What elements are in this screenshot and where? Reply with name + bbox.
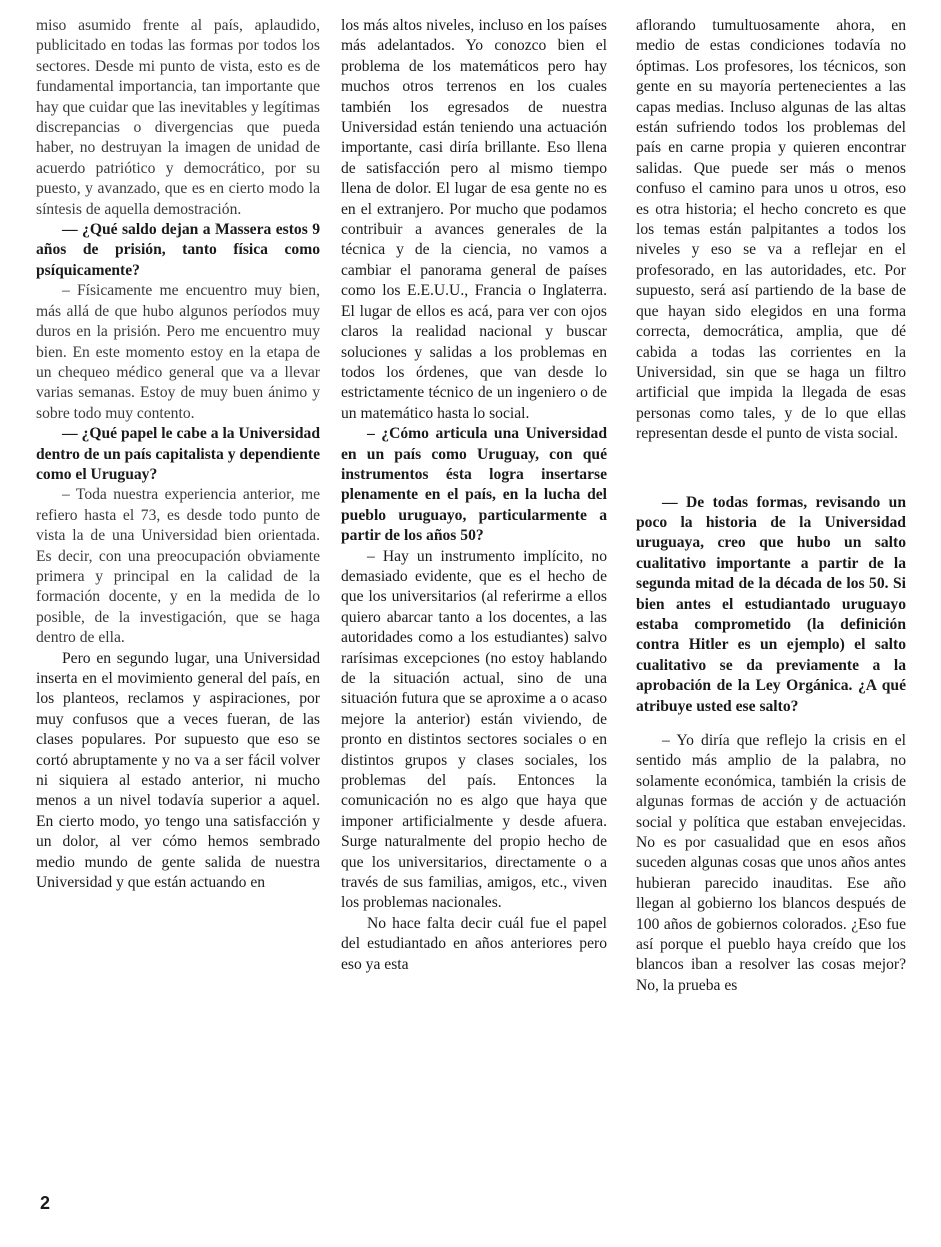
paragraph: – Toda nuestra experiencia anterior, me refiero hasta el 73, es desde todo punto de vista la de una Universidad bien orientada. Es decir, con una preocupación obviamente primera y principal en la calidad de la formación docente, y en la medida de lo posible, de la investigación, que se haga dentro de ella. bbox=[36, 486, 320, 647]
column-spacer bbox=[636, 717, 906, 731]
question-paragraph: – ¿Cómo articula una Universidad en un país como Uruguay, con qué instrumentos ésta logra insertarse plenamente en el país, en la lucha del pueblo uruguayo, particularmente a partir de los años 50? bbox=[341, 425, 607, 545]
paragraph: miso asumido frente al país, aplaudido, publicitado en todas las formas por todos los sectores. Desde mi punto de vista, esto es de fundamental importancia, tan importante que hay que cuidar que las inevitables y legítimas discrepancias o divergencias que pueda haber, no destruyan la imagen de unidad de acuerdo patriótico y democrático, por su puesto, y avanzado, que es en cierto modo la síntesis de aquella demostración. bbox=[36, 17, 320, 218]
paragraph: Pero en segundo lugar, una Universidad inserta en el movimiento general del país, en los planteos, reclamos y aspiraciones, por muy confusos que a veces fueran, de las clases populares. Por supuesto que eso se cortó abruptamente y no va a ser fácil volver ni siquiera al estado anterior, ni mucho menos a un nivel todavía superior a aquel. En cierto modo, yo tengo una satisfacción y un dolor, al ver cómo hemos sembrado medio mundo de gente salida de nuestra Universidad y que están actuando en bbox=[36, 649, 320, 892]
text-column-1 bbox=[36, 16, 320, 893]
paragraph: No hace falta decir cuál fue el papel del estudiantado en años anteriores pero eso ya esta bbox=[341, 914, 607, 973]
paragraph: aflorando tumultuosamente ahora, en medio de estas condiciones todavía no óptimas. Los profesores, los técnicos, son gente en su mayoría pertenecientes a las capas medias. Incluso algunas de las altas están sufriendo todos los problemas del país en carne propia y quieren encontrar salidas. Que puede ser más o menos confuso el camino para unos u otros, eso es otra historia; el hecho concreto es que los temas están palpitantes a todos los niveles y eso se va a reflejar en el profesorado, en las autoridades, etc. Por supuesto, será así partiendo de la base de que hayan sido elegidos en una forma correcta, democrática, amplia, que dé cabida a todas las corrientes en la Universidad, sin que se haga un filtro artificial que impida la llegada de esas personas como tales, y de lo que ellas representan desde el punto de vista social. bbox=[636, 17, 906, 443]
question-paragraph: — ¿Qué papel le cabe a la Universidad dentro de un país capitalista y dependiente como el Uruguay? bbox=[36, 425, 320, 483]
text-column-3 bbox=[636, 16, 906, 996]
paragraph: – Yo diría que reflejo la crisis en el sentido más amplio de la palabra, no solamente económica, también la crisis de algunas formas de acción y de actuación social y política que estaban envejecidas. No es por casualidad que en esos años suceden algunas cosas que unos años antes hubieran parecido inauditas. Ese año llegan al gobierno los blancos después de 100 años de gobiernos colorados. ¿Eso fue así porque el pueblo haya creído que los blancos iban a resolver las cosas mejor? No, la prueba es bbox=[636, 732, 906, 994]
paragraph: – Hay un instrumento implícito, no demasiado evidente, que es el hecho de que los universitarios (al referirme a ellos quiero abarcar tanto a los docentes, a las autoridades como a los estudiantes) salvo rarísimas excepciones (no estoy hablando de la situación actual, sino de una situación futura que se aproxime a o acaso mejore la anterior) están viviendo, de pronto en distintos sectores sociales o en distintos grupos y clases sociales, los problemas del país. Entonces la comunicación no es algo que haya que imponer artificialmente y desde afuera. Surge naturalmente del propio hecho de que los universitarios, directamente o a través de sus familias, amigos, etc., viven los problemas nacionales. bbox=[341, 547, 607, 912]
question-paragraph: — ¿Qué saldo dejan a Massera estos 9 años de prisión, tanto física como psíquicamente? bbox=[36, 221, 320, 279]
question-paragraph: — De todas formas, revisando un poco la historia de la Universidad uruguaya, creo que hubo un salto cualitativo importante a partir de la segunda mitad de la década de los 50. Si bien antes el estudiantado uruguayo estaba comprometido (la definición contra Hitler es un ejemplo) el salto cualitativo se da previamente a la aprobación de la Ley Orgánica. ¿A qué atribuye usted ese salto? bbox=[636, 493, 906, 715]
text-column-2 bbox=[341, 16, 607, 975]
column-spacer bbox=[636, 445, 906, 493]
paragraph: – Físicamente me encuentro muy bien, más allá de que hubo algunos períodos muy duros en la prisión. Pero me encuentro muy bien. En este momento estoy en la etapa de un chequeo médico general que va a llevar varias semanas. Estoy de muy buen ánimo y sobre todo muy contento. bbox=[36, 282, 320, 422]
page-number: 2 bbox=[40, 1193, 51, 1213]
paragraph: los más altos niveles, incluso en los países más adelantados. Yo conozco bien el problema de los matemáticos pero hay muchos otros terrenos en los cuales también los egresados de nuestra Universidad están teniendo una actuación importante, casi diría brillante. Eso llena de satisfacción pero al mismo tiempo llena de dolor. El lugar de esa gente no es en el extranjero. Por mucho que podamos contribuir a avances generales de la técnica y de la ciencia, no vamos a cambiar el panorama general de países como los E.E.U.U., Francia o Inglaterra. El lugar de ellos es acá, para ver con ojos claros la realidad nacional y buscar soluciones y salidas a los problemas en todos los órdenes, que van desde lo estrictamente técnico de un ingeniero o de un matemático hasta lo social. bbox=[341, 17, 607, 422]
